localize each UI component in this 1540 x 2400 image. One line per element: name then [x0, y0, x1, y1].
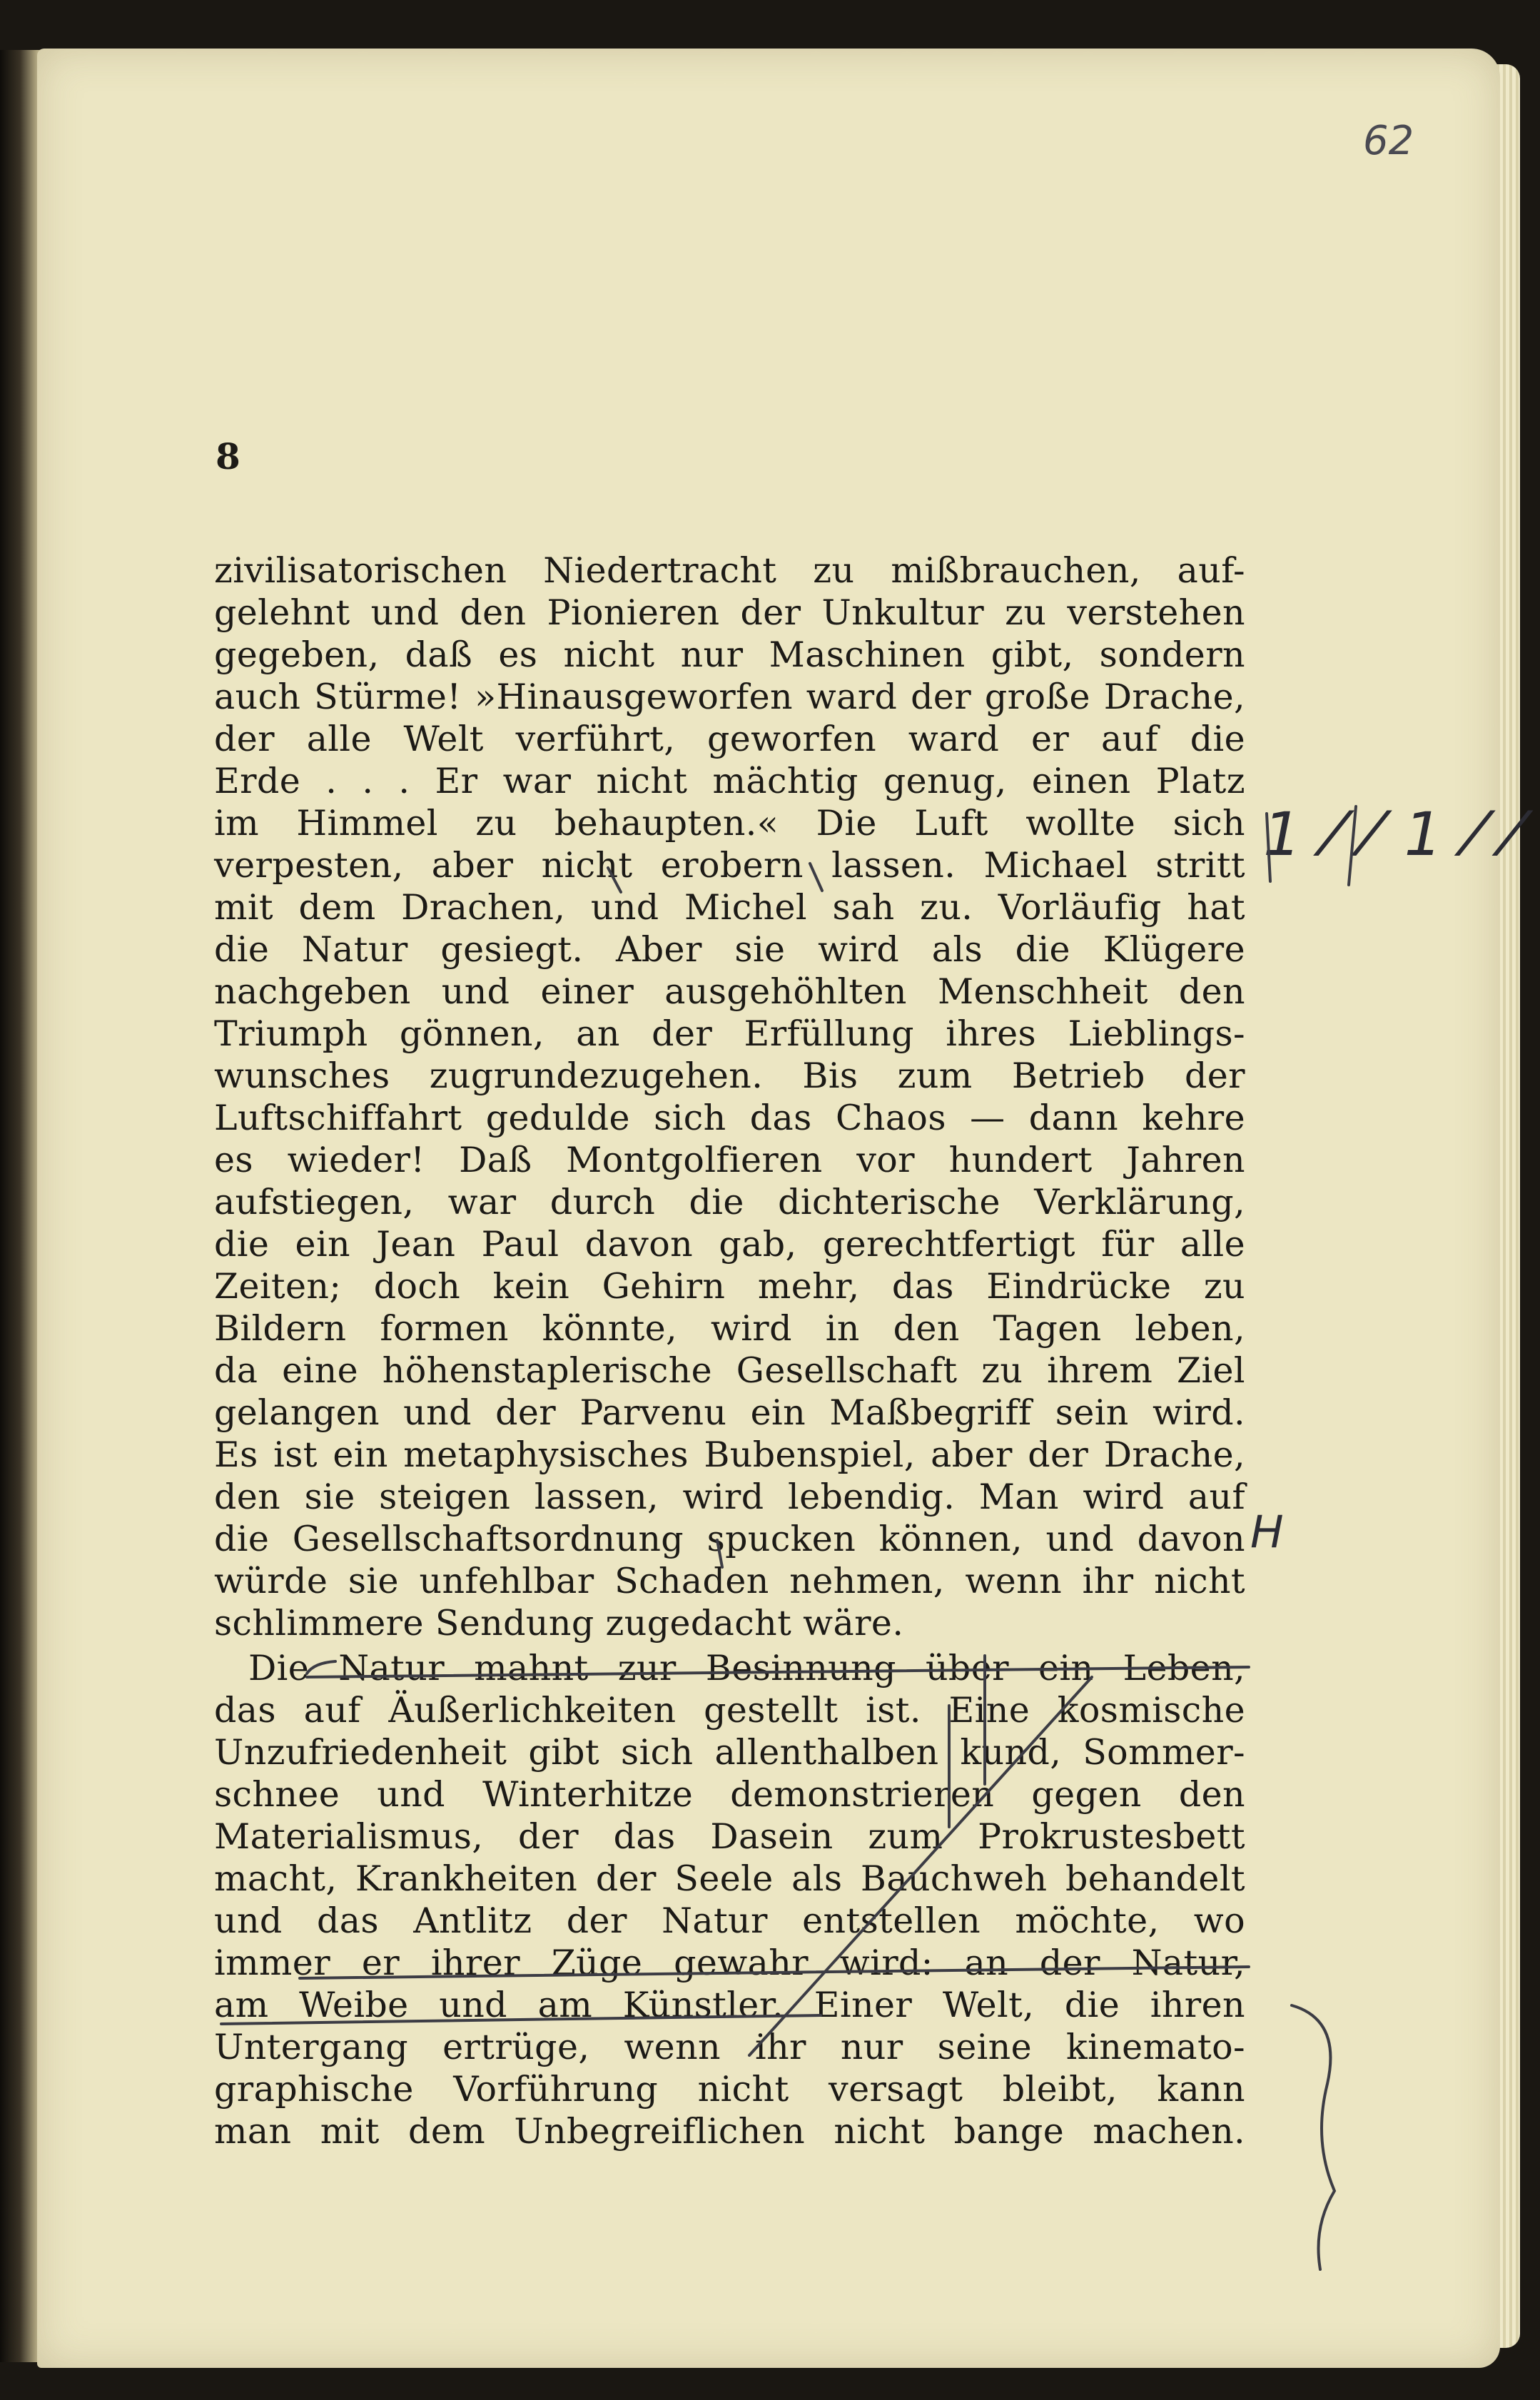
- text-line: aufstiegen, war durch die dichterische Verklärung,: [214, 1182, 1245, 1222]
- text-line: graphische Vorführung nicht versagt bleibt, kann: [214, 2069, 1245, 2110]
- text-line: Bildern formen könnte, wird in den Tagen leben,: [214, 1308, 1245, 1349]
- text-line: am Weibe und am Künstler. Einer Welt, die ihren: [214, 1985, 1245, 2025]
- text-line: Es ist ein metaphysisches Bubenspiel, aber der Drache,: [214, 1434, 1245, 1475]
- text-line: Erde . . . Er war nicht mächtig genug, einen Platz: [214, 761, 1245, 801]
- text-line: die Gesellschaftsordnung spucken können, und davon: [214, 1519, 1245, 1559]
- text-line: Luftschiffahrt gedulde sich das Chaos — dann kehre: [214, 1098, 1245, 1138]
- text-line: die Natur gesiegt. Aber sie wird als die Klügere: [214, 929, 1245, 970]
- text-line: Unzufriedenheit gibt sich allenthalben kund, Sommer-: [214, 1732, 1245, 1773]
- text-line: der alle Welt verführt, geworfen ward er auf die: [214, 719, 1245, 759]
- text-line: und das Antlitz der Natur entstellen möchte, wo: [214, 1900, 1245, 1941]
- text-line: auch Stürme! »Hinausgeworfen ward der große Drache,: [214, 677, 1245, 717]
- text-line: gelangen und der Parvenu ein Maßbegriff sein wird.: [214, 1392, 1245, 1433]
- text-line: den sie steigen lassen, wird lebendig. Man wird auf: [214, 1477, 1245, 1517]
- body-text: [214, 550, 1245, 2152]
- text-line: schlimmere Sendung zugedacht wäre.: [214, 1603, 904, 1644]
- text-line: Materialismus, der das Dasein zum Prokrustesbett: [214, 1816, 1245, 1857]
- text-line: mit dem Drachen, und Michel sah zu. Vorläufig hat: [214, 887, 1245, 928]
- text-line: Die Natur mahnt zur Besinnung über ein Leben,: [248, 1648, 1245, 1688]
- text-line: gelehnt und den Pionieren der Unkultur zu verstehen: [214, 592, 1245, 633]
- text-line: schnee und Winterhitze demonstrieren gegen den: [214, 1774, 1245, 1815]
- text-line: die ein Jean Paul davon gab, gerechtfertigt für alle: [214, 1224, 1245, 1265]
- text-line: da eine höhenstaplerische Gesellschaft zu ihrem Ziel: [214, 1350, 1245, 1391]
- text-line: verpesten, aber nicht erobern lassen. Michael stritt: [214, 845, 1245, 886]
- text-line: im Himmel zu behaupten.« Die Luft wollte sich: [214, 803, 1245, 844]
- page-number: 8: [216, 435, 240, 477]
- text-line: Triumph gönnen, an der Erfüllung ihres Lieblings-: [214, 1013, 1245, 1054]
- text-line: es wieder! Daß Montgolfieren vor hundert Jahren: [214, 1140, 1245, 1180]
- text-line: das auf Äußerlichkeiten gestellt ist. Eine kosmische: [214, 1690, 1245, 1731]
- text-line: nachgeben und einer ausgehöhlten Menschheit den: [214, 971, 1245, 1012]
- text-line: zivilisatorischen Niedertracht zu mißbrauchen, auf-: [214, 550, 1245, 591]
- margin-note-correction: 1 ⁄ ⁄ 1 ⁄ ⁄: [1263, 799, 1522, 869]
- text-line: immer er ihrer Züge gewahr wird: an der Natur,: [214, 1943, 1245, 1983]
- text-line: Untergang ertrüge, wenn ihr nur seine kinemato-: [214, 2027, 1245, 2067]
- folio-number: 62: [1363, 118, 1414, 164]
- margin-note-correction-2: H: [1250, 1506, 1284, 1558]
- text-line: man mit dem Unbegreiflichen nicht bange machen.: [214, 2111, 1245, 2152]
- text-line: Zeiten; doch kein Gehirn mehr, das Eindrücke zu: [214, 1266, 1245, 1307]
- text-line: würde sie unfehlbar Schaden nehmen, wenn ihr nicht: [214, 1561, 1245, 1601]
- text-line: wunsches zugrundezugehen. Bis zum Betrieb der: [214, 1055, 1245, 1096]
- text-line: macht, Krankheiten der Seele als Bauchweh behandelt: [214, 1858, 1245, 1899]
- text-line: gegeben, daß es nicht nur Maschinen gibt, sondern: [214, 634, 1245, 675]
